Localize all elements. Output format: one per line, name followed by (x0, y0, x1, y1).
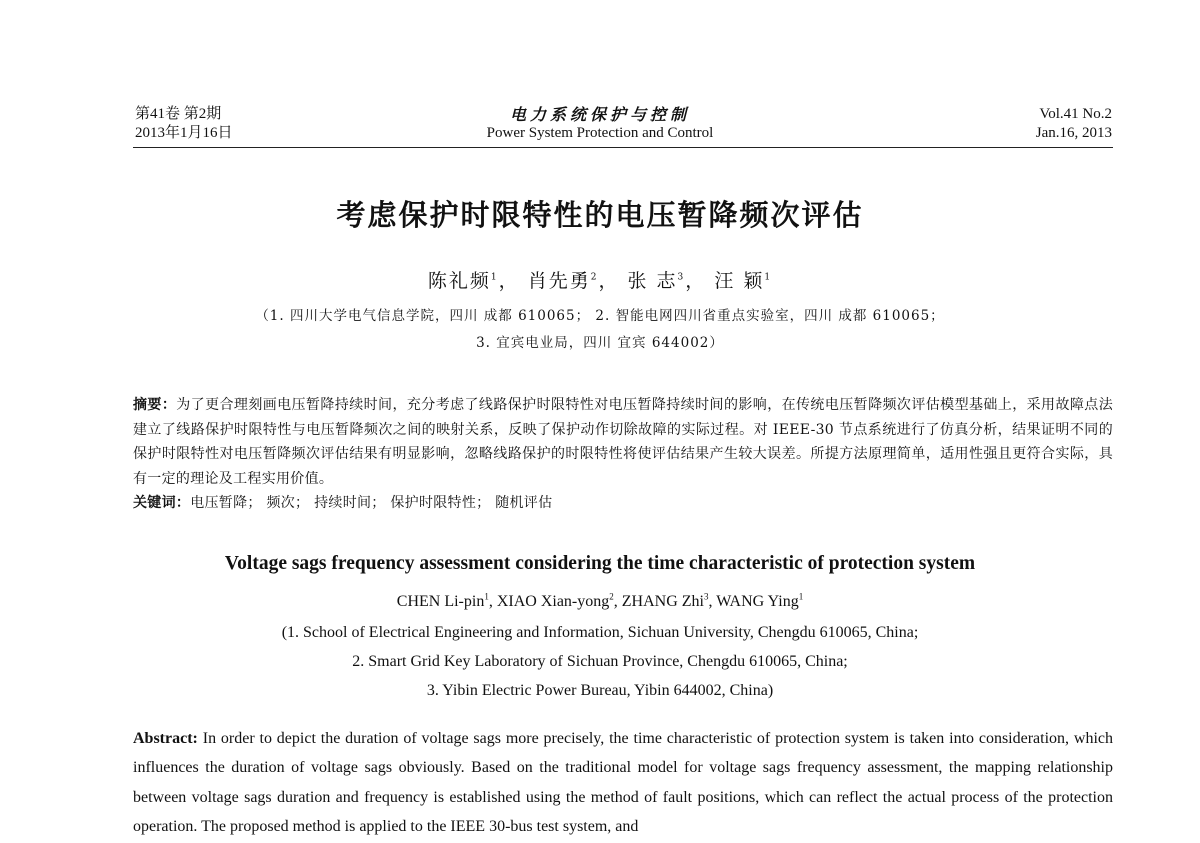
author-en: ZHANG Zhi$^3$, (621, 591, 717, 610)
paper-title-cn: 考虑保护时限特性的电压暂降频次评估 (336, 198, 864, 232)
abstract-en-text: In order to depict the duration of voltage sags more precisely, the time characteristic of protection system is taken into consideration, which influences the duration of voltage sags obviously. Based on the traditional model for voltage sags frequency assessment, the mapping relationship between voltage sags duration and frequency is established using the method of fault positions, which can reflect the actual process of the protection operation. The proposed method is applied to the IEEE 30-bus test system, and (133, 730, 1114, 835)
date-cn: 2013年1月16日 (135, 125, 233, 141)
keywords-cn-label: 关键词： (133, 495, 191, 512)
affiliation-en-line: 2. Smart Grid Key Laboratory of Sichuan Province, Chengdu 610065, China; (352, 653, 848, 670)
authors-en (0, 593, 1200, 611)
abstract-cn-label: 摘要： (133, 397, 177, 413)
author-en: CHEN Li-pin$^1$, (396, 591, 497, 610)
affiliation-cn-line: （1. 四川大学电气信息学院，四川 成都 610065； 2. 智能电网四川省重点实验室，四川 成都 610065； (255, 308, 945, 324)
paper-title-en: Voltage sags frequency assessment considering the time characteristic of protection system (224, 553, 976, 574)
authors-cn (0, 266, 1200, 293)
volume-en: Vol.41 No.2 (1039, 106, 1112, 122)
abstract-cn (133, 393, 1113, 516)
author-cn: 肖先勇$^2$， (527, 270, 620, 292)
author-en: XIAO Xian-yong$^2$, (496, 591, 622, 610)
abstract-en-label: Abstract: (133, 730, 198, 747)
author-cn: 汪 颖$^1$ (714, 270, 773, 292)
author-cn: 陈礼频$^1$， (427, 270, 520, 292)
abstract-cn-text: 为了更合理刻画电压暂降持续时间，充分考虑了线路保护时限特性对电压暂降持续时间的影响，在传统电压暂降频次评估模型基础上，采用故障点法建立了线路保护时限特性与电压暂降频次之间的映射关系，反映了保护动作切除故障的实际过程。对 IEEE-30 节点系统进行了仿真分析，结果证明不同的保护时限特性对电压暂降频次评估结果有明显影响，忽略线路保护的时限特性将使评估结果产生较大误差。所提方法原理简单，适用性强且更符合实际，具有一定的理论及工程实用价值。 (133, 397, 1113, 487)
affiliation-en-line: (1. School of Electrical Engineering and Information, Sichuan University, Chengdu 610065, China; (281, 624, 919, 641)
author-en: WANG Ying$^1$ (716, 591, 804, 610)
header-rule (133, 147, 1113, 148)
date-en: Jan.16, 2013 (1035, 125, 1112, 141)
volume-cn: 第41卷 第2期 (135, 106, 222, 122)
header-right (1036, 105, 1112, 143)
abstract-en (133, 724, 1113, 841)
journal-name-en: Power System Protection and Control (486, 125, 714, 141)
affiliation-cn-line: 3. 宜宾电业局，四川 宜宾 644002） (476, 335, 724, 351)
affiliation-en-line: 3. Yibin Electric Power Bureau, Yibin 644002, China) (426, 682, 774, 699)
keywords-cn-text: 电压暂降； 频次； 持续时间； 保护时限特性； 随机评估 (190, 495, 553, 512)
journal-name-cn: 电力系统保护与控制 (509, 105, 690, 124)
author-cn: 张 志$^3$， (627, 270, 707, 292)
header-center (0, 105, 1200, 143)
